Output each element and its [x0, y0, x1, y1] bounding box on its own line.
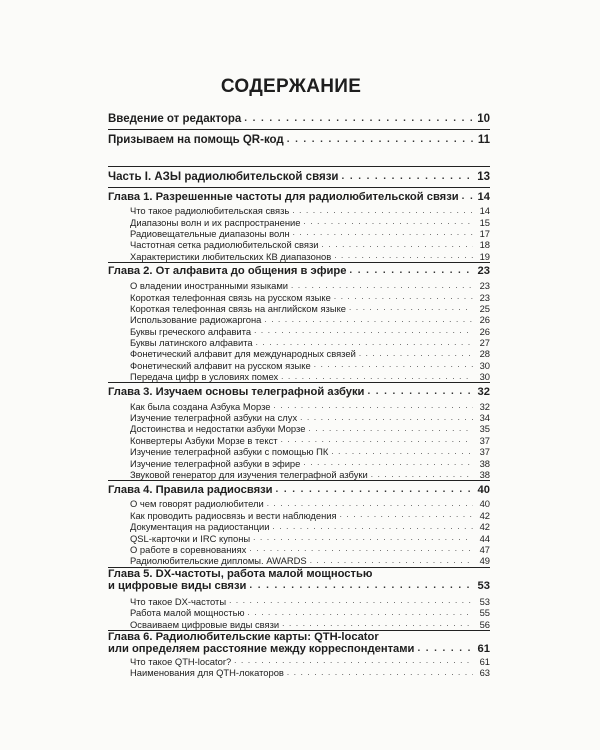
toc-subentry-page: 63: [479, 667, 490, 679]
toc-entry-page: 40: [477, 483, 490, 496]
toc-entry-title: Глава 3. Изучаем основы телеграфной азбуки: [108, 385, 365, 398]
toc-subentry-title: Изучение телеграфной азбуки на слух: [130, 412, 298, 424]
toc-subentry-title: Что такое радиолюбительская связь: [130, 205, 290, 217]
leader-dots: [292, 207, 473, 215]
leader-dots: [331, 448, 473, 456]
toc-chapter-2[interactable]: [108, 263, 490, 280]
toc-subentry-title: Наименования для QTH-локаторов: [130, 667, 284, 679]
leader-dots: [287, 135, 473, 145]
toc-subentry-page: 42: [479, 509, 490, 521]
leader-dots: [367, 387, 473, 397]
toc-subentry-title: О чем говорят радиолюбители: [130, 498, 264, 510]
toc-subentry-page: 44: [479, 532, 490, 544]
leader-dots: [249, 581, 473, 591]
toc-subentry-page: 47: [479, 543, 490, 555]
toc-subentry[interactable]: [108, 607, 490, 618]
toc-subentry[interactable]: [108, 371, 490, 382]
leader-dots: [322, 241, 473, 249]
toc-subentry[interactable]: [108, 303, 490, 314]
toc-subentry[interactable]: [108, 423, 490, 434]
toc-subentry-page: 53: [479, 595, 490, 607]
toc-subentry-page: 26: [479, 325, 490, 337]
toc-subentry-title: Фонетический алфавит для международных связей: [130, 348, 356, 360]
toc-entry-page: 14: [477, 190, 490, 203]
toc-subentry[interactable]: [108, 337, 490, 348]
leader-dots: [281, 436, 473, 444]
leader-dots: [267, 500, 473, 508]
leader-dots: [281, 373, 473, 381]
toc-subentry-page: 17: [479, 227, 490, 239]
toc-subentry[interactable]: [108, 435, 490, 446]
toc-subentry-page: 37: [479, 446, 490, 458]
toc-entry-intro-qr[interactable]: [108, 130, 490, 150]
toc-subentry-title: QSL-карточки и IRC купоны: [130, 532, 251, 544]
toc-subentry-page: 14: [479, 205, 490, 217]
leader-dots: [303, 218, 473, 226]
leader-dots: [308, 425, 473, 433]
toc-entry-page: 53: [477, 580, 490, 593]
toc-subentry-page: 55: [479, 607, 490, 619]
toc-subentry-title: Документация на радиостанции: [130, 521, 270, 533]
toc-subentry[interactable]: [108, 251, 490, 262]
toc-subentry[interactable]: [108, 510, 490, 521]
leader-dots: [256, 339, 473, 347]
toc-subentry-page: 42: [479, 521, 490, 533]
toc-subentry-title: Характеристики любительских КВ диапазонов: [130, 250, 332, 262]
toc-subentry-page: 37: [479, 434, 490, 446]
toc-subentry-page: 32: [479, 400, 490, 412]
table-of-contents: [108, 109, 490, 679]
toc-chapter-4[interactable]: [108, 481, 490, 498]
toc-subentry[interactable]: [108, 498, 490, 509]
toc-subentry-title: Осваиваем цифровые виды связи: [130, 618, 280, 630]
toc-chapter-3[interactable]: [108, 383, 490, 400]
leader-dots: [293, 229, 473, 237]
toc-subentry-page: 27: [479, 337, 490, 349]
toc-entry-title: Часть I. АЗЫ радиолюбительской связи: [108, 171, 339, 183]
toc-subentry[interactable]: [108, 280, 490, 291]
toc-entry-title: Призываем на помощь QR-код: [108, 134, 284, 146]
toc-subentry-page: 35: [479, 423, 490, 435]
toc-entry-page: 23: [477, 265, 490, 278]
toc-subentry-title: Буквы латинского алфавита: [130, 337, 253, 349]
toc-entry-title: Введение от редактора: [108, 113, 242, 125]
leader-dots: [276, 485, 473, 495]
toc-subentry[interactable]: [108, 457, 490, 468]
toc-subentry-page: 23: [479, 280, 490, 292]
toc-subentry-title: Что такое DX-частоты: [130, 595, 227, 607]
toc-subentry-title: Как проводить радиосвязь и вести наблюдения: [130, 509, 337, 521]
toc-subentry-title: Фонетический алфавит на русском языке: [130, 359, 311, 371]
leader-dots: [291, 282, 473, 290]
leader-dots: [272, 523, 473, 531]
toc-subentry[interactable]: [108, 469, 490, 480]
toc-subentry-page: 26: [479, 314, 490, 326]
toc-subentry[interactable]: [108, 412, 490, 423]
toc-subentry-page: 30: [479, 371, 490, 383]
toc-subentry-title: Передача цифр в условиях помех: [130, 371, 279, 383]
leader-dots: [334, 293, 473, 301]
toc-entry-title: Глава 4. Правила радиосвязи: [108, 483, 273, 496]
toc-subentry[interactable]: [108, 521, 490, 532]
toc-subentry-page: 34: [479, 412, 490, 424]
toc-subentry[interactable]: [108, 446, 490, 457]
toc-chapter-6[interactable]: [108, 631, 490, 656]
toc-subentry-title: Работа малой мощностью: [130, 607, 245, 619]
toc-subentry-title: Буквы греческого алфавита: [130, 325, 252, 337]
toc-subentry-page: 18: [479, 239, 490, 251]
leader-dots: [300, 414, 473, 422]
leader-dots: [303, 459, 473, 467]
toc-entry-part-1[interactable]: [108, 167, 490, 187]
toc-entry-title-line2: или определяем расстояние между корреспондентами: [108, 643, 415, 656]
leader-dots: [417, 644, 473, 654]
toc-subentry-page: 25: [479, 302, 490, 314]
page-title: СОДЕРЖАНИЕ: [220, 76, 362, 97]
leader-dots: [349, 266, 473, 276]
toc-subentry-page: 38: [479, 469, 490, 480]
leader-dots: [334, 252, 473, 260]
leader-dots: [264, 316, 473, 324]
toc-subentry-title: Что такое QTH-locator?: [130, 655, 232, 667]
leader-dots: [253, 534, 473, 542]
toc-subentry-title: Частотная сетка радиолюбительской связи: [130, 239, 319, 251]
leader-dots: [359, 350, 473, 358]
toc-entry-title-line2: и цифровые виды связи: [108, 580, 247, 593]
toc-subentry-title: Как была создана Азбука Морзе: [130, 400, 271, 412]
toc-subentry[interactable]: [108, 291, 490, 302]
toc-chapter-1[interactable]: [108, 188, 490, 205]
toc-entry-page: 11: [477, 134, 490, 146]
toc-subentry-title: Радиолюбительские дипломы. AWARDS: [130, 555, 307, 567]
toc-entry-page: 61: [477, 643, 490, 656]
leader-dots: [340, 511, 473, 519]
toc-subentry-title: О владении иностранными языками: [130, 280, 289, 292]
toc-subentry-page: 56: [479, 618, 490, 630]
leader-dots: [310, 557, 473, 565]
toc-entry-title-line1: Глава 6. Радиолюбительские карты: QTH-locator: [108, 630, 379, 643]
toc-subentry[interactable]: [108, 326, 490, 337]
toc-subentry[interactable]: [108, 239, 490, 250]
toc-subentry-page: 38: [479, 457, 490, 469]
toc-subentry[interactable]: [108, 348, 490, 359]
toc-subentry[interactable]: [108, 400, 490, 411]
toc-entry-page: 10: [477, 113, 490, 125]
toc-subentry-title: Диапазоны волн и их распространение: [130, 216, 301, 228]
toc-subentry-page: 28: [479, 348, 490, 360]
toc-entry-title: Глава 2. От алфавита до общения в эфире: [108, 265, 347, 278]
leader-dots: [287, 669, 473, 677]
leader-dots: [314, 361, 473, 369]
leader-dots: [254, 327, 473, 335]
toc-subentry[interactable]: [108, 205, 490, 216]
toc-subentry-title: Использование радиожаргона: [130, 314, 262, 326]
leader-dots: [244, 114, 473, 124]
toc-subentry[interactable]: [108, 656, 490, 667]
toc-subentry[interactable]: [108, 314, 490, 325]
leader-dots: [371, 471, 473, 479]
toc-entry-intro-editor[interactable]: [108, 109, 490, 129]
toc-subentry[interactable]: [108, 555, 490, 566]
toc-entry-title: Глава 1. Разрешенные частоты для радиолюбительской связи: [108, 190, 459, 203]
toc-subentry[interactable]: [108, 532, 490, 543]
toc-subentry-page: 15: [479, 216, 490, 228]
toc-subentry-page: 19: [479, 250, 490, 262]
leader-dots: [274, 402, 473, 410]
toc-subentry[interactable]: [108, 216, 490, 227]
toc-subentry[interactable]: [108, 228, 490, 239]
toc-subentry-title: Звуковой генератор для изучения телеграфной азбуки: [130, 469, 368, 480]
toc-subentry-page: 40: [479, 498, 490, 510]
leader-dots: [229, 597, 473, 605]
toc-subentry-title: Радиовещательные диапазоны волн: [130, 227, 290, 239]
toc-subentry[interactable]: [108, 544, 490, 555]
toc-subentry-title: Короткая телефонная связь на русском языке: [130, 291, 331, 303]
leader-dots: [282, 620, 473, 628]
toc-subentry[interactable]: [108, 596, 490, 607]
leader-dots: [349, 304, 473, 312]
toc-subentry-title: Короткая телефонная связь на английском языке: [130, 302, 347, 314]
leader-dots: [249, 545, 473, 553]
toc-subentry-page: 61: [479, 655, 490, 667]
leader-dots: [234, 657, 473, 665]
toc-subentry-page: 23: [479, 291, 490, 303]
leader-dots: [342, 172, 474, 182]
toc-subentry-title: Достоинства и недостатки азбуки Морзе: [130, 423, 306, 435]
toc-subentry[interactable]: [108, 360, 490, 371]
toc-subentry-page: 49: [479, 555, 490, 567]
toc-subentry[interactable]: [108, 618, 490, 629]
toc-subentry-title: Изучение телеграфной азбуки с помощью ПК: [130, 446, 329, 458]
toc-subentry-title: Конвертеры Азбуки Морзе в текст: [130, 434, 278, 446]
toc-entry-title-line1: Глава 5. DX-частоты, работа малой мощностью: [108, 567, 373, 580]
leader-dots: [248, 609, 474, 617]
leader-dots: [462, 192, 473, 202]
toc-subentry[interactable]: [108, 667, 490, 678]
toc-subentry-page: 30: [479, 359, 490, 371]
toc-subentry-title: О работе в соревнованиях: [130, 543, 247, 555]
toc-chapter-5[interactable]: [108, 568, 490, 593]
toc-entry-page: 32: [477, 385, 490, 398]
toc-entry-page: 13: [477, 171, 490, 183]
toc-subentry-title: Изучение телеграфной азбуки в эфире: [130, 457, 301, 469]
